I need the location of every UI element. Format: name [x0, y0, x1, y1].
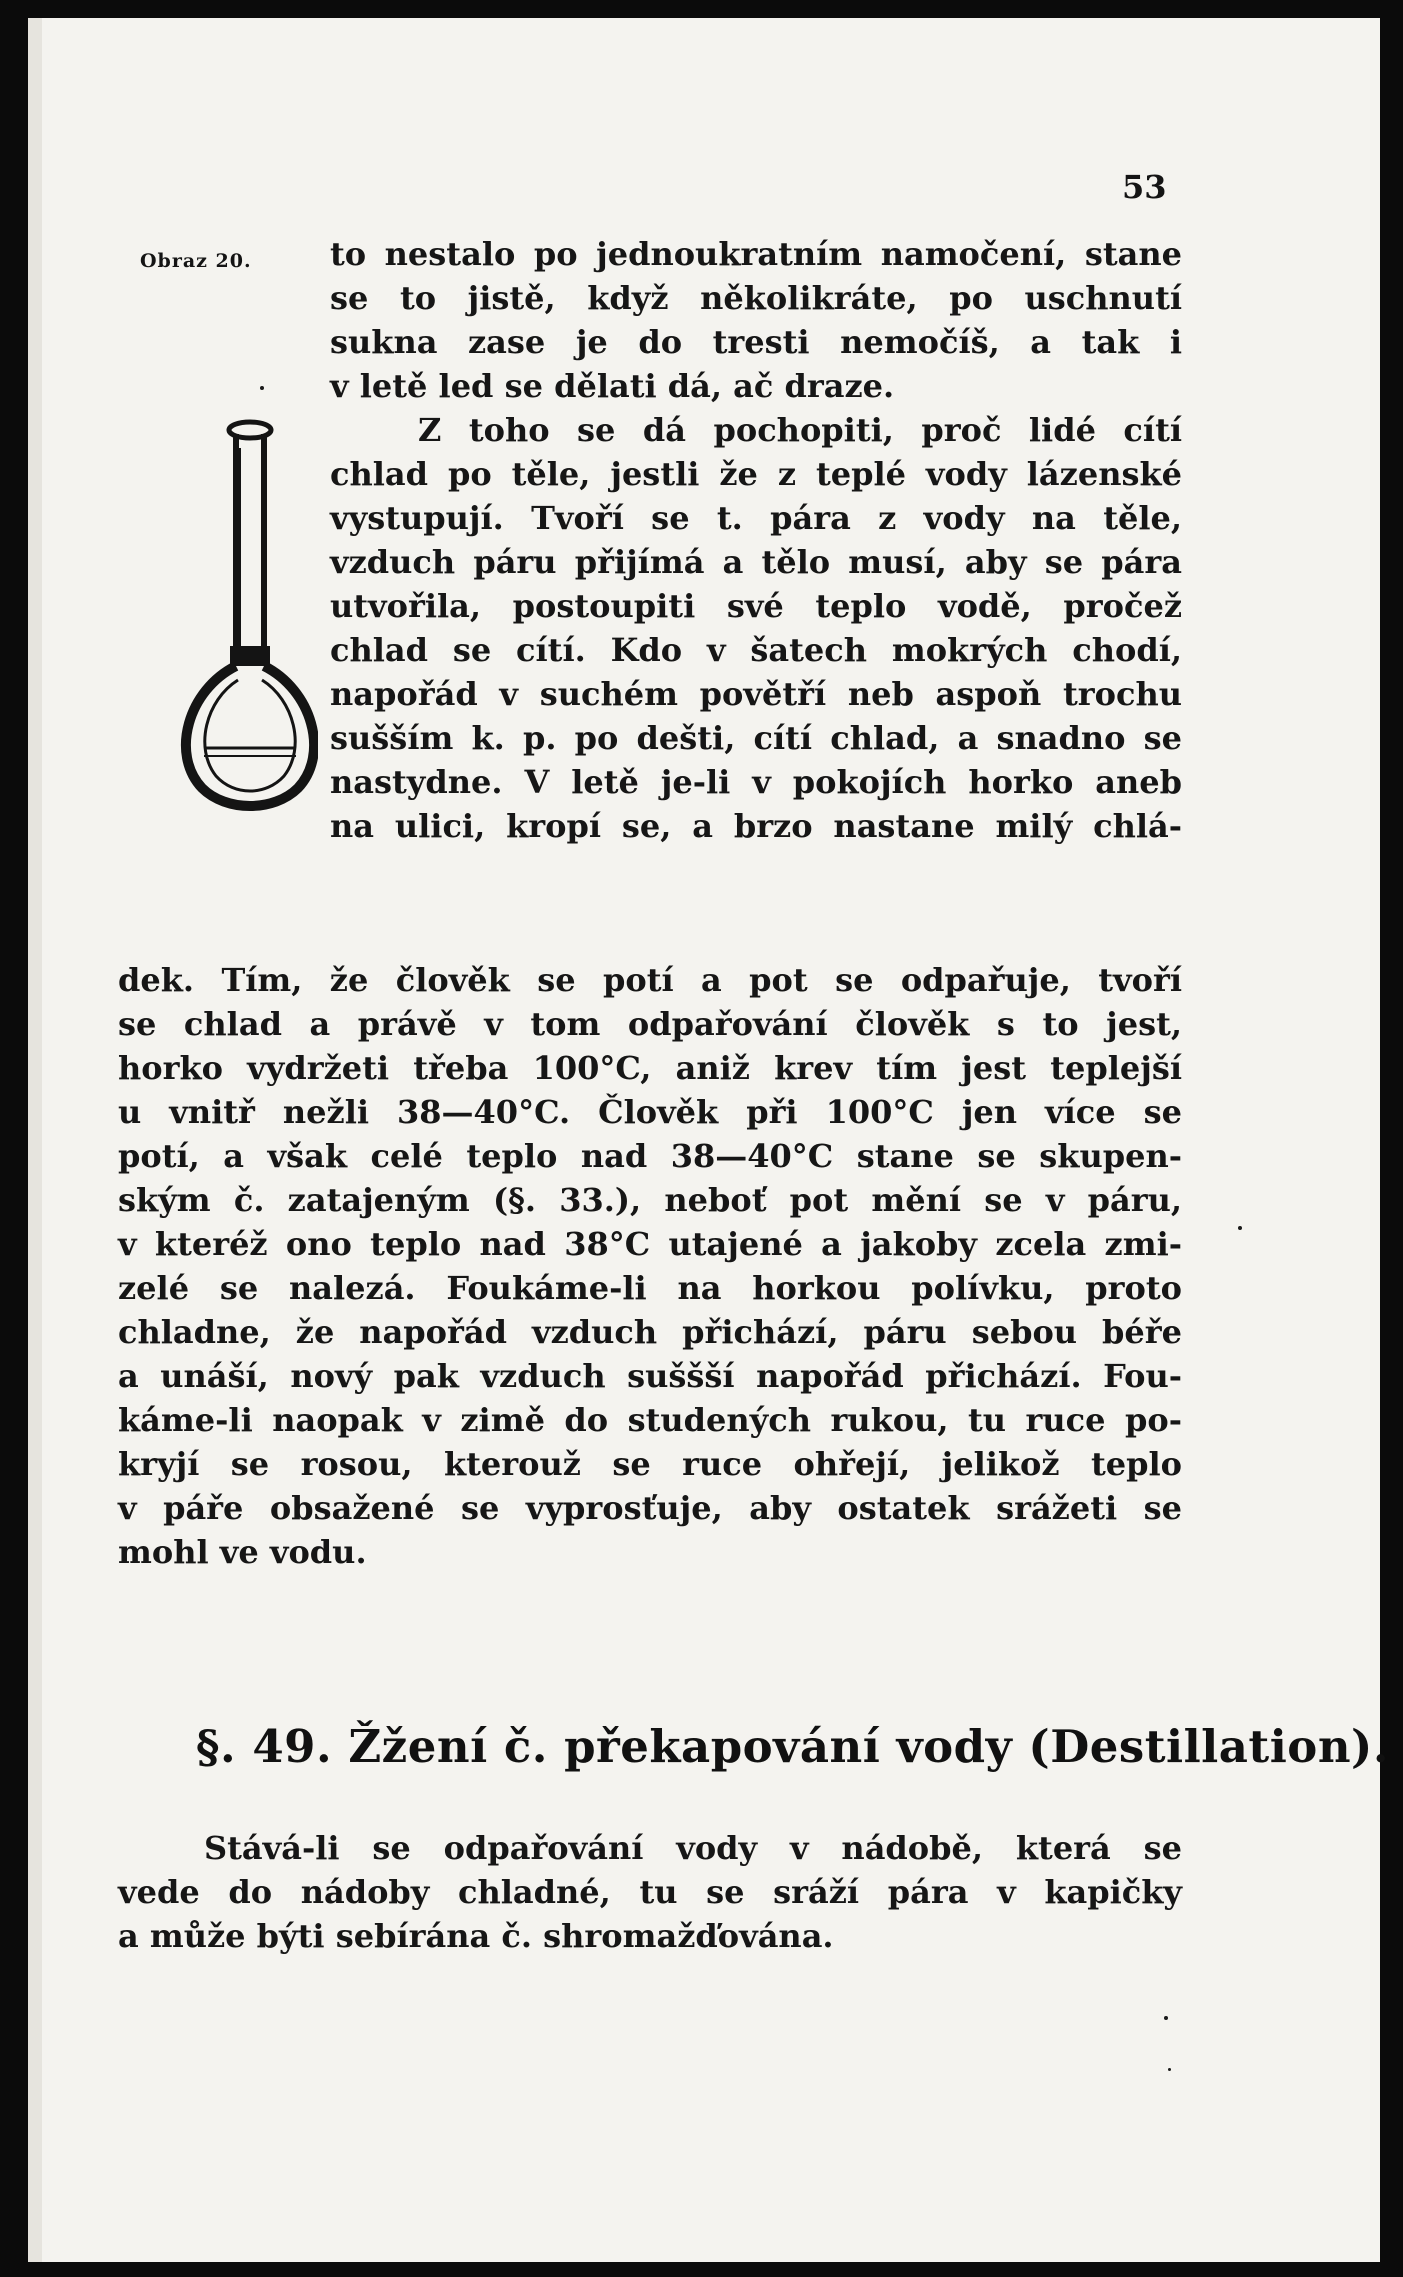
flask-icon	[178, 418, 318, 838]
text-line: zelé se nalezá. Foukáme-li na horkou polívku, proto	[118, 1269, 1182, 1307]
text-line: v páře obsažené se vyprosťuje, aby ostatek srážeti se	[118, 1489, 1182, 1527]
text-line: vede do nádoby chladné, tu se sráží pára v kapičky	[118, 1873, 1182, 1911]
text-line: napořád v suchém povětří neb aspoň trochu	[330, 675, 1182, 713]
text-line: ským č. zatajeným (§. 33.), neboť pot mění se v páru,	[118, 1181, 1182, 1219]
text-line: Z toho se dá pochopiti, proč lidé cítí	[418, 411, 1182, 449]
text-line: mohl ve vodu.	[118, 1533, 367, 1571]
paragraph-narrow	[330, 232, 1182, 848]
text-line: sušším k. p. po dešti, cítí chlad, a snadno se	[330, 719, 1182, 757]
text-line: vystupují. Tvoří se t. pára z vody na těle,	[330, 499, 1182, 537]
text-line: a může býti sebírána č. shromažďována.	[118, 1917, 834, 1955]
page-gutter	[28, 18, 42, 2262]
section-heading: §. 49. Žžení č. překapování vody (Destillation).	[196, 1720, 1389, 1773]
text-line: se chlad a právě v tom odpařování člověk s to jest,	[118, 1005, 1182, 1043]
ink-speck	[1238, 1226, 1242, 1230]
section-paragraph	[118, 1826, 1182, 1958]
text-line: potí, a však celé teplo nad 38—40°C stane se skupen-	[118, 1137, 1182, 1175]
text-line: vzduch páru přijímá a tělo musí, aby se pára	[330, 543, 1182, 581]
paragraph-full	[118, 958, 1182, 1574]
text-line: u vnitř nežli 38—40°C. Člověk při 100°C jen více se	[118, 1093, 1182, 1131]
text-line: v kteréž ono teplo nad 38°C utajené a jakoby zcela zmi-	[118, 1225, 1182, 1263]
text-line: horko vydržeti třeba 100°C, aniž krev tím jest teplejší	[118, 1049, 1182, 1087]
text-line: se to jistě, když několikráte, po uschnutí	[330, 279, 1182, 317]
ink-speck	[260, 386, 264, 390]
text-line: a unáší, nový pak vzduch suššší napořád přichází. Fou-	[118, 1357, 1182, 1395]
text-line: v letě led se dělati dá, ač draze.	[330, 367, 895, 405]
text-line: káme-li naopak v zimě do studených rukou, tu ruce po-	[118, 1401, 1182, 1439]
figure-label: Obraz 20.	[140, 250, 252, 272]
text-line: nastydne. V letě je-li v pokojích horko aneb	[330, 763, 1182, 801]
text-line: chladne, že napořád vzduch přichází, páru sebou béře	[118, 1313, 1182, 1351]
text-line: to nestalo po jednoukratním namočení, stane	[330, 235, 1182, 273]
text-line: kryjí se rosou, kterouž se ruce ohřejí, jelikož teplo	[118, 1445, 1182, 1483]
text-line: na ulici, kropí se, a brzo nastane milý chlá-	[330, 807, 1182, 845]
ink-speck	[1168, 2068, 1171, 2071]
book-page	[28, 18, 1389, 2262]
text-line: chlad se cítí. Kdo v šatech mokrých chodí,	[330, 631, 1182, 669]
page-number: 53	[1122, 168, 1167, 206]
text-line: dek. Tím, že člověk se potí a pot se odpařuje, tvoří	[118, 961, 1182, 999]
ink-speck	[1164, 2016, 1168, 2020]
text-line: utvořila, postoupiti své teplo vodě, pročež	[330, 587, 1182, 625]
text-line: chlad po těle, jestli že z teplé vody lázenské	[330, 455, 1182, 493]
text-line: Stává-li se odpařování vody v nádobě, která se	[204, 1829, 1182, 1867]
text-line: sukna zase je do tresti nemočíš, a tak i	[330, 323, 1182, 361]
